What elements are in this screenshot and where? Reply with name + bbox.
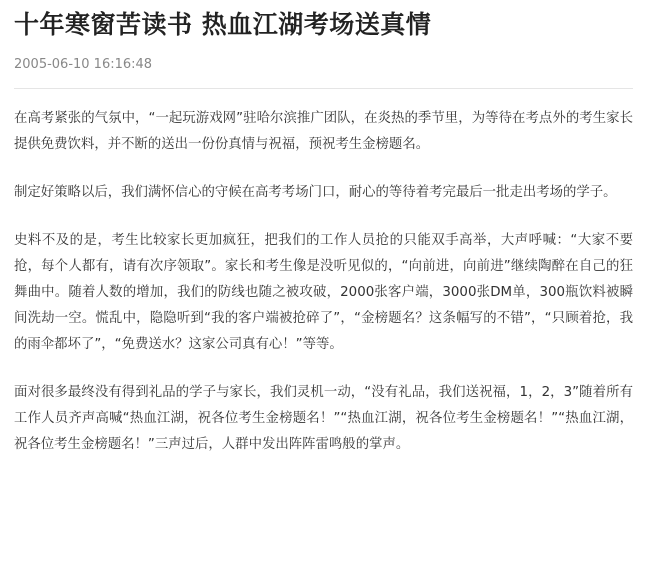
paragraph-2: 制定好策略以后，我们满怀信心的守候在高考考场门口，耐心的等待着考完最后一批走出考场的学子。 [14, 185, 617, 200]
paragraph-1: 在高考紧张的气氛中，“一起玩游戏网”驻哈尔滨推广团队，在炎热的季节里，为等待在考点外的考生家长提供免费饮料，并不断的送出一份份真情与祝福，预祝考生金榜题名。 [14, 111, 633, 152]
divider [14, 88, 633, 89]
paragraph-3: 史料不及的是，考生比较家长更加疯狂，把我们的工作人员抢的只能双手高举，大声呼喊：“大家不要抢，每个人都有，请有次序领取”。家长和考生像是没听见似的，“向前进，向前进”继续陶醉在自己的狂舞曲中。随着人数的增加，我们的防线也随之被攻破，2000张客户端，3000张DM单，300瓶饮料被瞬间洗劫一空。慌乱中，隐隐听到“我的客户端被抢碎了”，“金榜题名？这条幅写的不错”，“只顾着抢，我的雨伞都坏了”，“免费送水？这家公司真有心！”等等。 [14, 233, 633, 352]
publish-timestamp: 2005-06-10 16:16:48 [14, 57, 153, 72]
article-title: 十年寒窗苦读书 热血江湖考场送真情 [14, 10, 432, 39]
paragraph-4: 面对很多最终没有得到礼品的学子与家长，我们灵机一动，“没有礼品，我们送祝福，1，2，3”随着所有工作人员齐声高喊“热血江湖，祝各位考生金榜题名！”“热血江湖，祝各位考生金榜题名！”“热血江湖，祝各位考生金榜题名！”三声过后，人群中发出阵阵雷鸣般的掌声。 [14, 385, 633, 452]
